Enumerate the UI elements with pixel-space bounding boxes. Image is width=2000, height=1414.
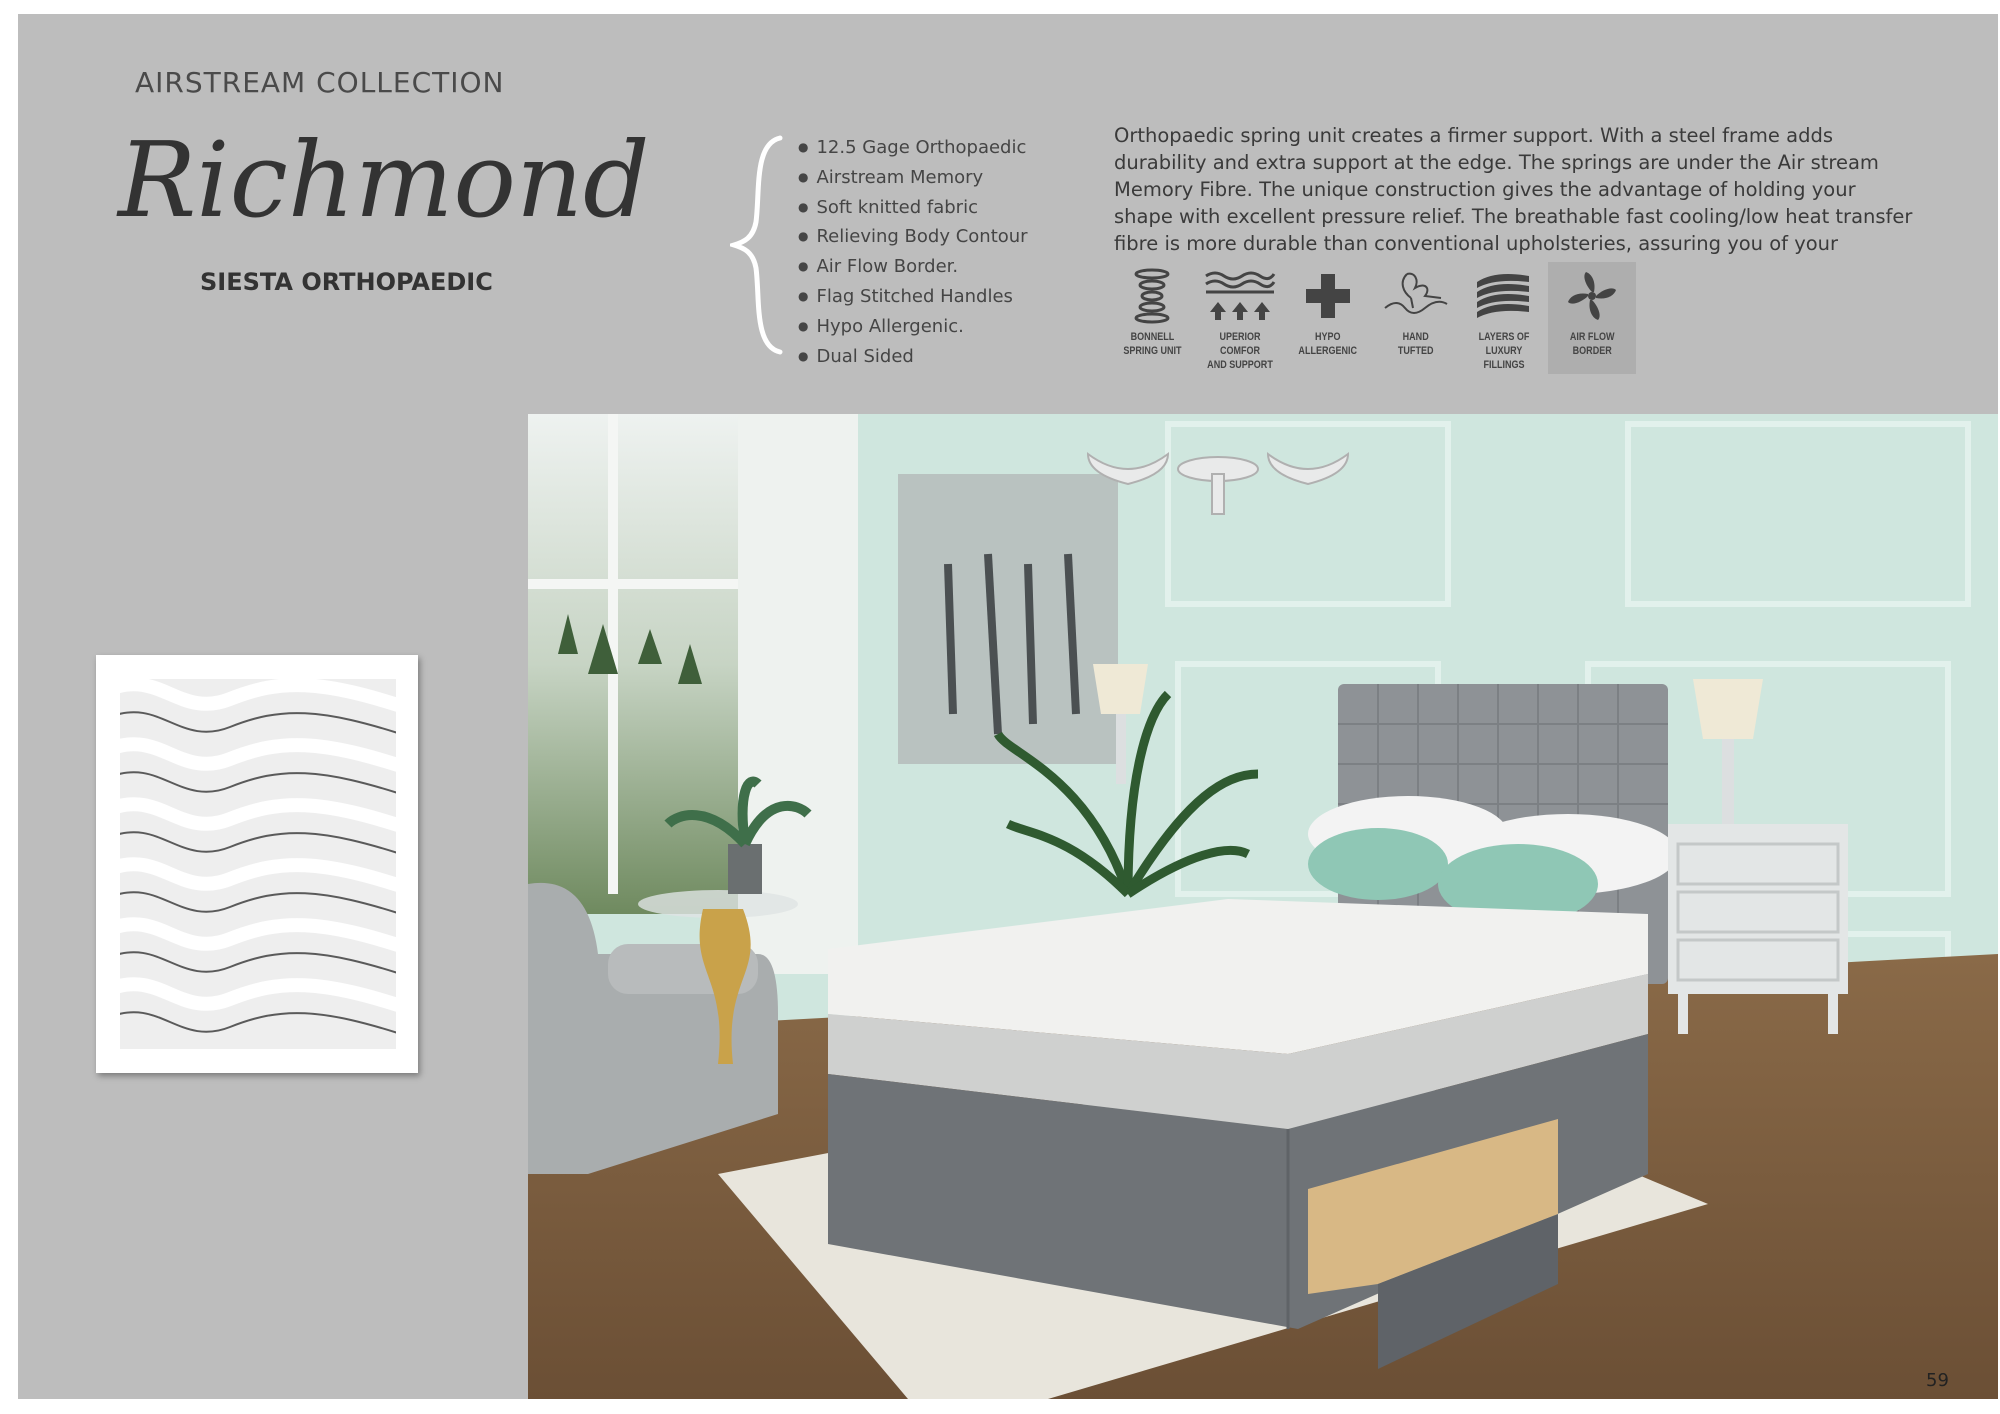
feature-item: ● 12.5 Gage Orthopaedic (798, 134, 1028, 164)
icon-label: LAYERS OF LUXURY FILLINGS (1478, 331, 1530, 371)
feature-item: ● Soft knitted fabric (798, 194, 1028, 224)
feature-icon-airflow (1548, 262, 1636, 374)
feature-item: ● Air Flow Border. (798, 253, 1028, 283)
feature-icon-hypo (1284, 262, 1372, 374)
plus-icon (1300, 268, 1356, 324)
layers-icon (1471, 268, 1537, 324)
feature-item: ● Airstream Memory (798, 164, 1028, 194)
icon-label: HYPO ALLERGENIC (1298, 331, 1358, 357)
icon-label: UPERIOR COMFOR AND SUPPORT (1207, 331, 1273, 371)
page-number: 59 (1926, 1370, 1949, 1391)
fan-icon (1564, 268, 1620, 324)
feature-icon-tufted (1372, 262, 1460, 374)
feature-icons (1108, 262, 1636, 374)
product-description: Orthopaedic spring unit creates a firmer support. With a steel frame adds durability and extra support at the edge. The springs are under the Air stream Memory Fibre. The unique construction gives the advantage of holding your shape with excellent pressure relief. The breathable fast cooling/low heat transfer fibre is more durable than conventional upholsteries, assuring you of your (1114, 124, 1913, 255)
feature-item: ● Dual Sided (798, 343, 1028, 373)
bedroom-photo (528, 414, 1998, 1399)
feature-item: ● Flag Stitched Handles (798, 283, 1028, 313)
feature-icon-layers (1460, 262, 1548, 374)
brace-decoration (730, 132, 790, 358)
feature-item: ● Hypo Allergenic. (798, 313, 1028, 343)
product-subtitle: SIESTA ORTHOPAEDIC (200, 268, 493, 296)
hand-tufted-icon (1381, 268, 1451, 324)
fabric-swatch (96, 655, 418, 1073)
collection-name: AIRSTREAM COLLECTION (135, 66, 505, 99)
icon-label: BONNELL SPRING UNIT (1122, 331, 1182, 357)
spring-icon (1127, 268, 1177, 324)
fabric-texture-image (120, 679, 396, 1049)
feature-list (798, 134, 1028, 372)
feature-icon-spring (1108, 262, 1196, 374)
feature-item: ● Relieving Body Contour (798, 223, 1028, 253)
icon-label: HAND TUFTED (1398, 331, 1434, 357)
product-title: Richmond (118, 119, 650, 241)
icon-label: AIR FLOW BORDER (1569, 331, 1615, 357)
comfort-support-icon (1202, 268, 1278, 324)
feature-icon-comfort (1196, 262, 1284, 374)
